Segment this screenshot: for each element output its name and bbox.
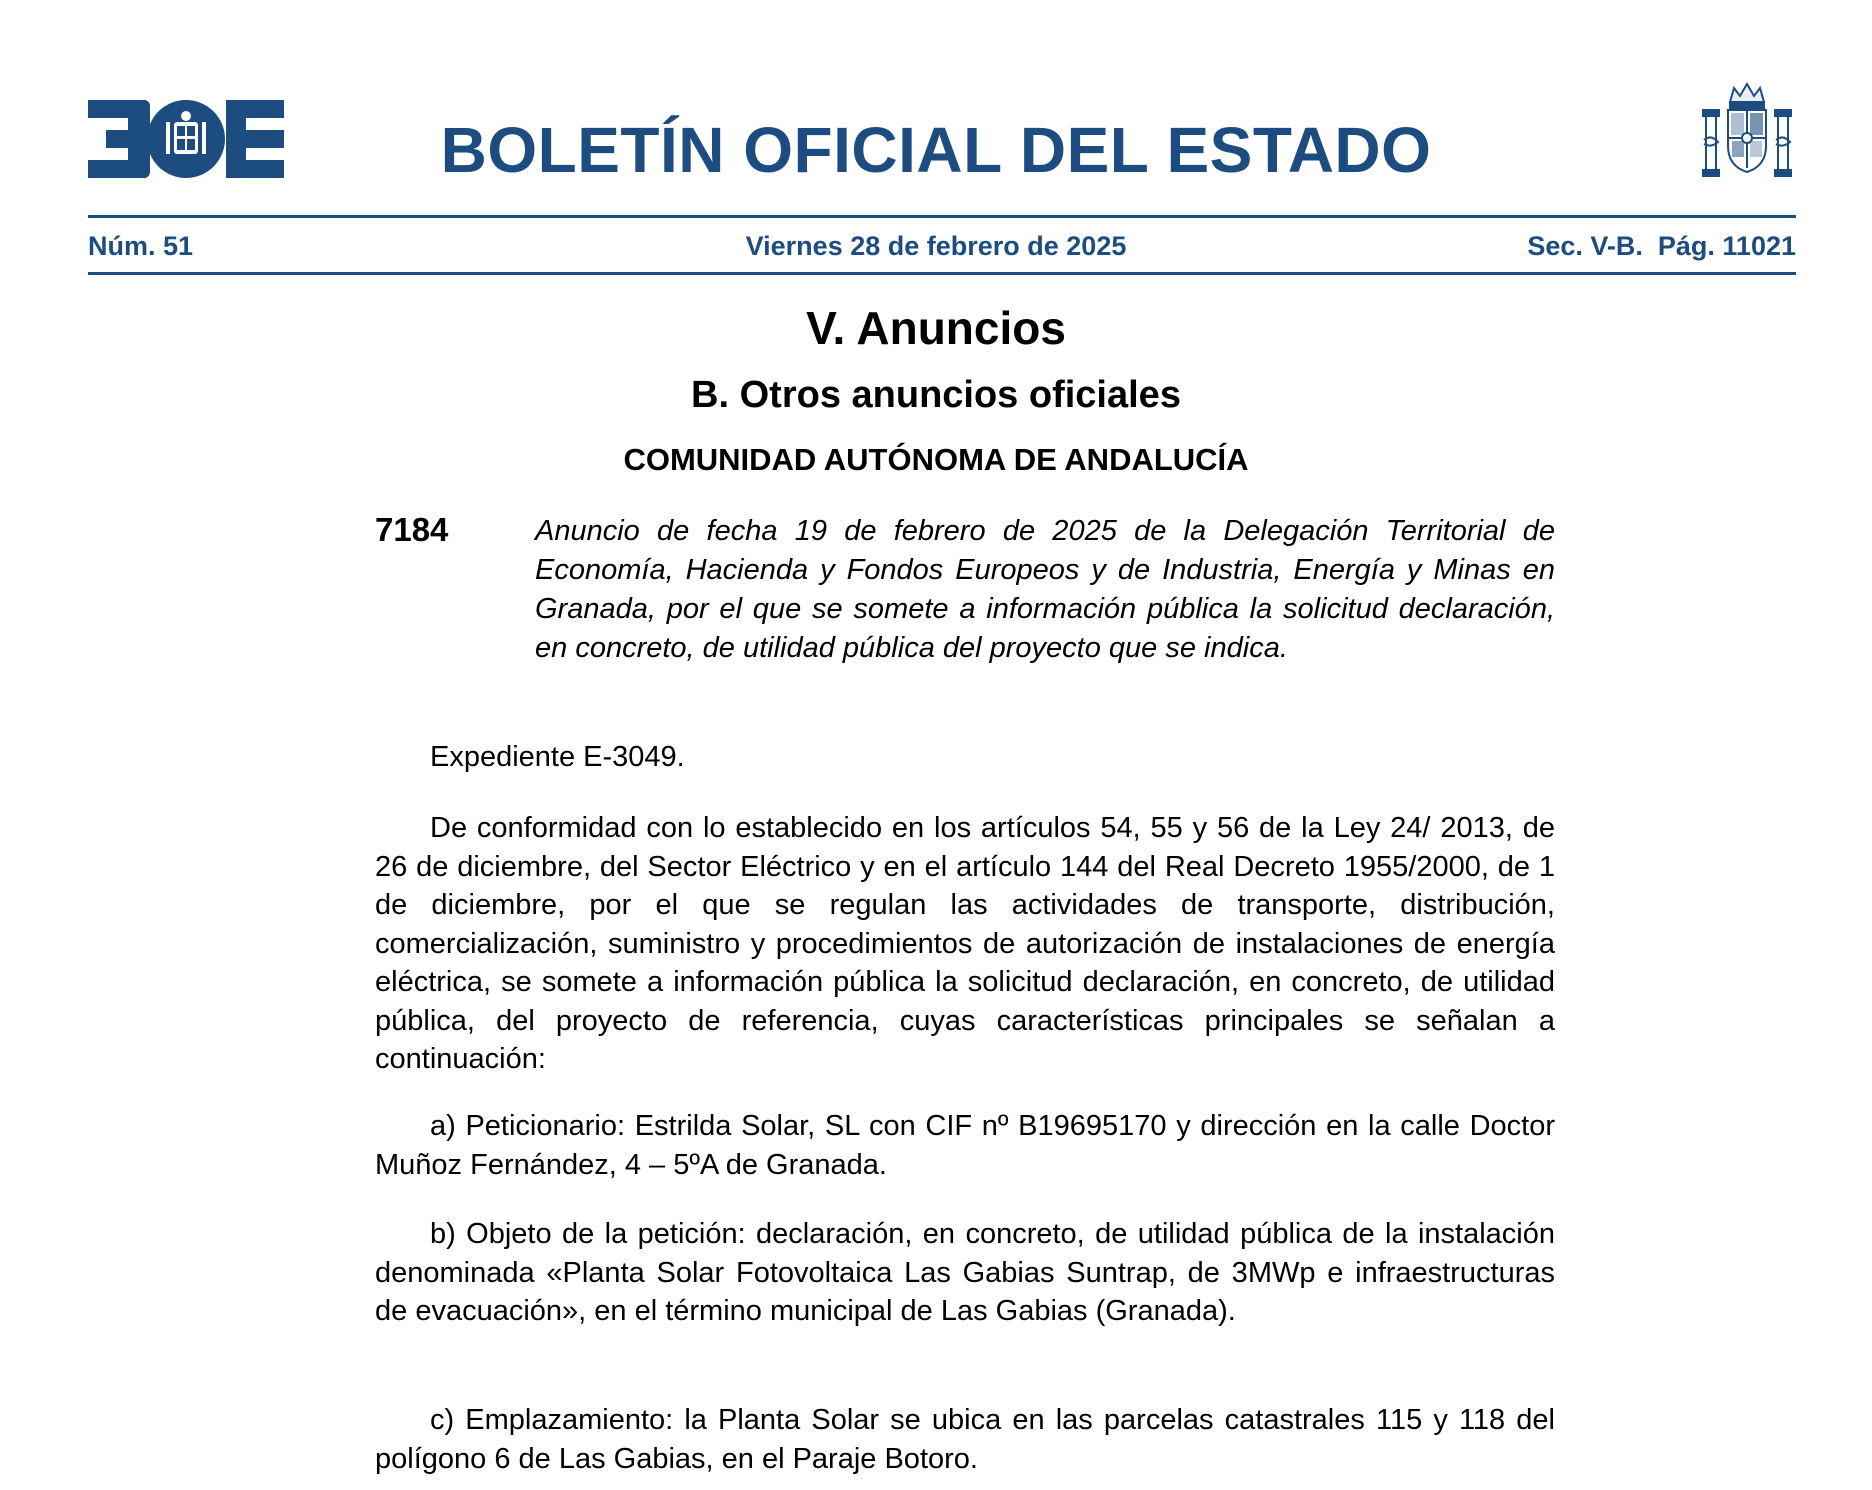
masthead-title: BOLETÍN OFICIAL DEL ESTADO [440, 114, 1432, 186]
intro-paragraph: De conformidad con lo establecido en los artículos 54, 55 y 56 de la Ley 24/ 2013, de 26 de diciembre, del Sector Eléctrico y en el artículo 144 del Real Decreto 1955/2000, de 1 de diciembre, por el que se regulan las actividades de transporte, distribución, comercialización, suministro y procedimientos de autorización de instalaciones de energía eléctrica, se somete a información pública la solicitud declaración, en concreto, de utilidad pública, del proyecto de referencia, cuyas características principales se señalan a continuación: [375, 812, 1555, 1075]
community-heading: COMUNIDAD AUTÓNOMA DE ANDALUCÍA [623, 442, 1249, 477]
item-c-paragraph: c) Emplazamiento: la Planta Solar se ubica en las parcelas catastrales 115 y 118 del polígono 6 de Las Gabias, en el Paraje Botoro. [375, 1404, 1555, 1475]
header-rule-bottom [88, 272, 1796, 275]
announcement-number: 7184 [375, 511, 449, 548]
subsection-heading: B. Otros anuncios oficiales [691, 374, 1181, 416]
announcement-title: Anuncio de fecha 19 de febrero de 2025 de la Delegación Territorial de Economía, Hacienda y Fondos Europeos y de Industria, Energía y Minas en Granada, por el que se somete a información pública la solicitud declaración, en concreto, de utilidad pública del proyecto que se indica. [535, 515, 1555, 664]
section-heading: V. Anuncios [806, 302, 1066, 354]
item-a-paragraph: a) Peticionario: Estrilda Solar, SL con CIF nº B19695170 y dirección en la calle Doctor Muñoz Fernández, 4 – 5ºA de Granada. [375, 1110, 1555, 1181]
expediente-paragraph: Expediente E-3049. [430, 741, 685, 773]
issue-date: Viernes 28 de febrero de 2025 [745, 231, 1127, 261]
section-page: Sec. V-B. Pág. 11021 [1527, 231, 1796, 261]
coat-of-arms-icon [1700, 80, 1794, 182]
item-b-paragraph: b) Objeto de la petición: declaración, en concreto, de utilidad pública de la instalación denominada «Planta Solar Fotovoltaica Las Gabias Suntrap, de 3MWp e infraestructuras de evacuación», en el término municipal de Las Gabias (Granada). [375, 1218, 1555, 1327]
header-rule-top [88, 215, 1796, 218]
issue-number: Núm. 51 [88, 231, 194, 261]
